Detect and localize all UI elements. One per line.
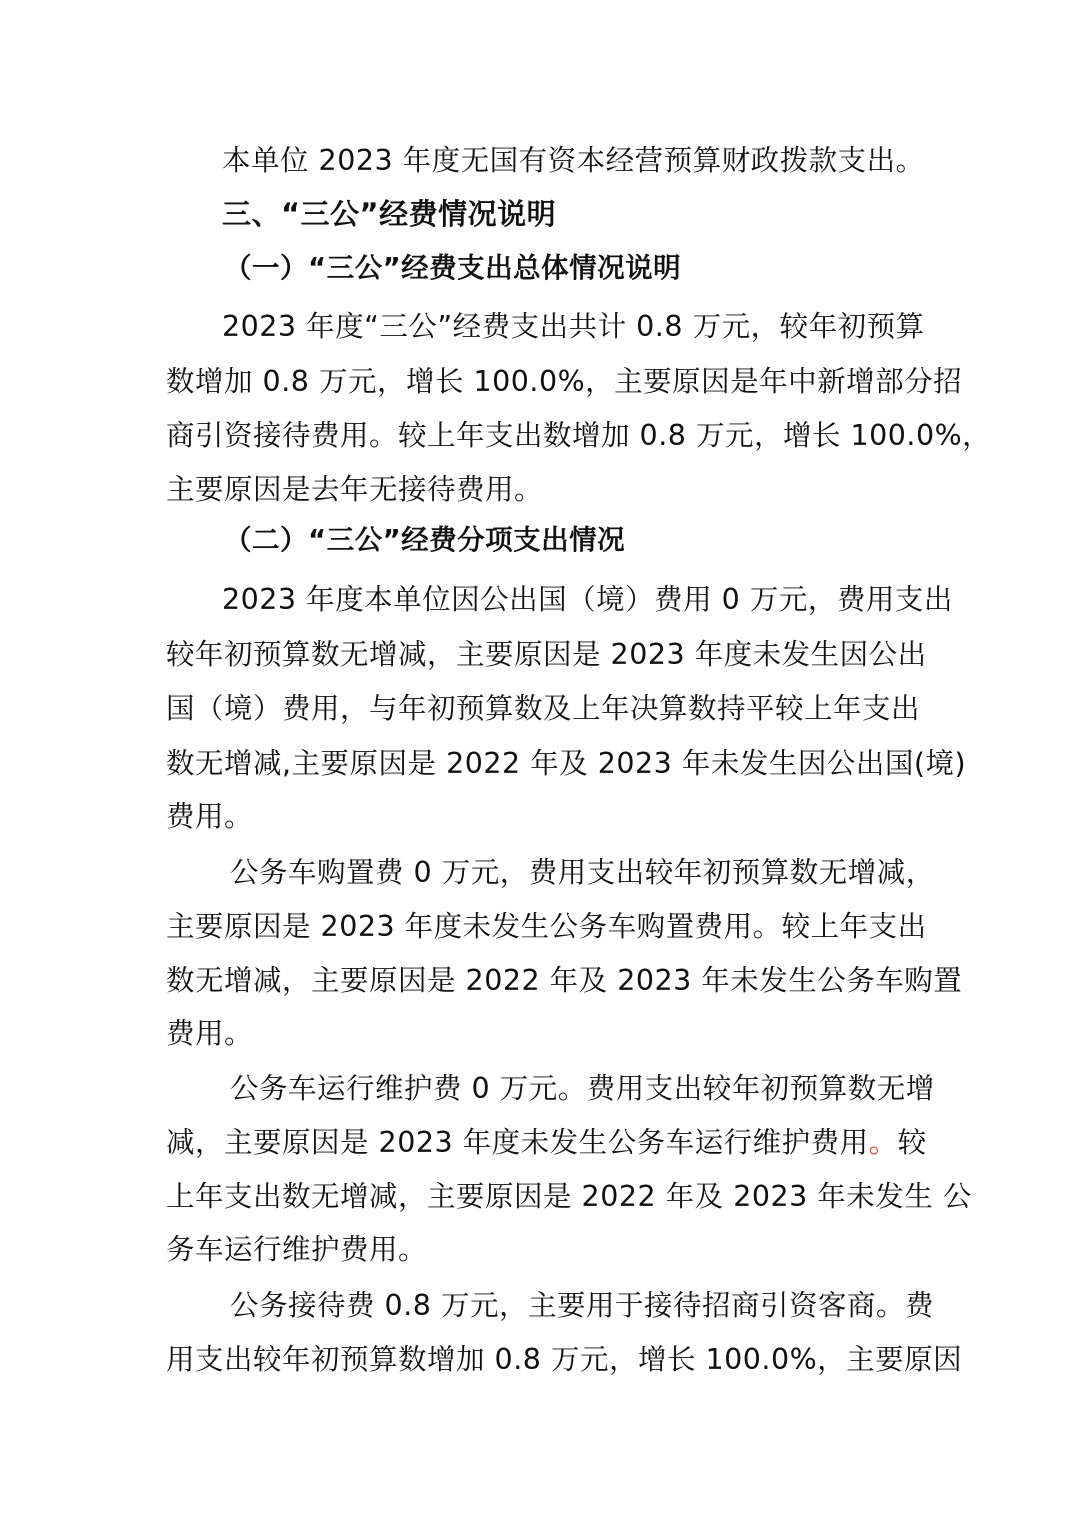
- text-line: [166, 1123, 927, 1163]
- text-line: 公务车购置费 0 万元，费用支出较年初预算数无增减，: [230, 856, 935, 889]
- text-line: 国（境）费用，与年初预算数及上年决算数持平较上年支出: [166, 692, 921, 725]
- text-line: 务车运行维护费用。: [166, 1233, 428, 1266]
- text-line: 2023 年度本单位因公出国（境）费用 0 万元，费用支出: [222, 583, 953, 616]
- text-line: 费用。: [166, 1017, 254, 1050]
- text-segment: [166, 1123, 898, 1163]
- text-line: 较年初预算数无增减，主要原因是 2023 年度未发生因公出: [166, 638, 927, 671]
- text-line: 主要原因是去年无接待费用。: [166, 473, 544, 506]
- text-line: 公务接待费 0.8 万元，主要用于接待招商引资客商。费: [230, 1289, 934, 1322]
- text-line: 费用。: [166, 800, 254, 833]
- subheading-itemized: （二）“三公”经费分项支出情况: [224, 524, 626, 556]
- text-run: 较: [897, 1126, 927, 1159]
- text-line: 2023 年度“三公”经费支出共计 0.8 万元，较年初预算: [222, 310, 925, 343]
- subheading-overall: （一）“三公”经费支出总体情况说明: [224, 252, 682, 284]
- text-line: 数无增减，主要原因是 2022 年及 2023 年未发生公务车购置: [166, 964, 963, 997]
- text-line: 数无增减,主要原因是 2022 年及 2023 年未发生因公出国(境): [166, 747, 967, 780]
- paragraph-no-state-capital: 本单位 2023 年度无国有资本经营预算财政拨款支出。: [222, 144, 925, 177]
- text-line: 数增加 0.8 万元，增长 100.0%，主要原因是年中新增部分招: [166, 365, 963, 398]
- text-line: 用支出较年初预算数增加 0.8 万元，增长 100.0%，主要原因: [166, 1343, 963, 1376]
- highlighted-punctuation: 。: [868, 1126, 898, 1159]
- section-heading-three-public: 三、“三公”经费情况说明: [222, 197, 557, 231]
- text-line: 上年支出数无增减，主要原因是 2022 年及 2023 年未发生 公: [166, 1180, 972, 1213]
- text-line: 公务车运行维护费 0 万元。费用支出较年初预算数无增: [230, 1072, 935, 1105]
- text-line: 主要原因是 2023 年度未发生公务车购置费用。较上年支出: [166, 910, 927, 943]
- text-line: 商引资接待费用。较上年支出数增加 0.8 万元，增长 100.0%，: [166, 419, 992, 452]
- text-run: 减，主要原因是 2023 年度未发生公务车运行维护费用: [166, 1126, 869, 1159]
